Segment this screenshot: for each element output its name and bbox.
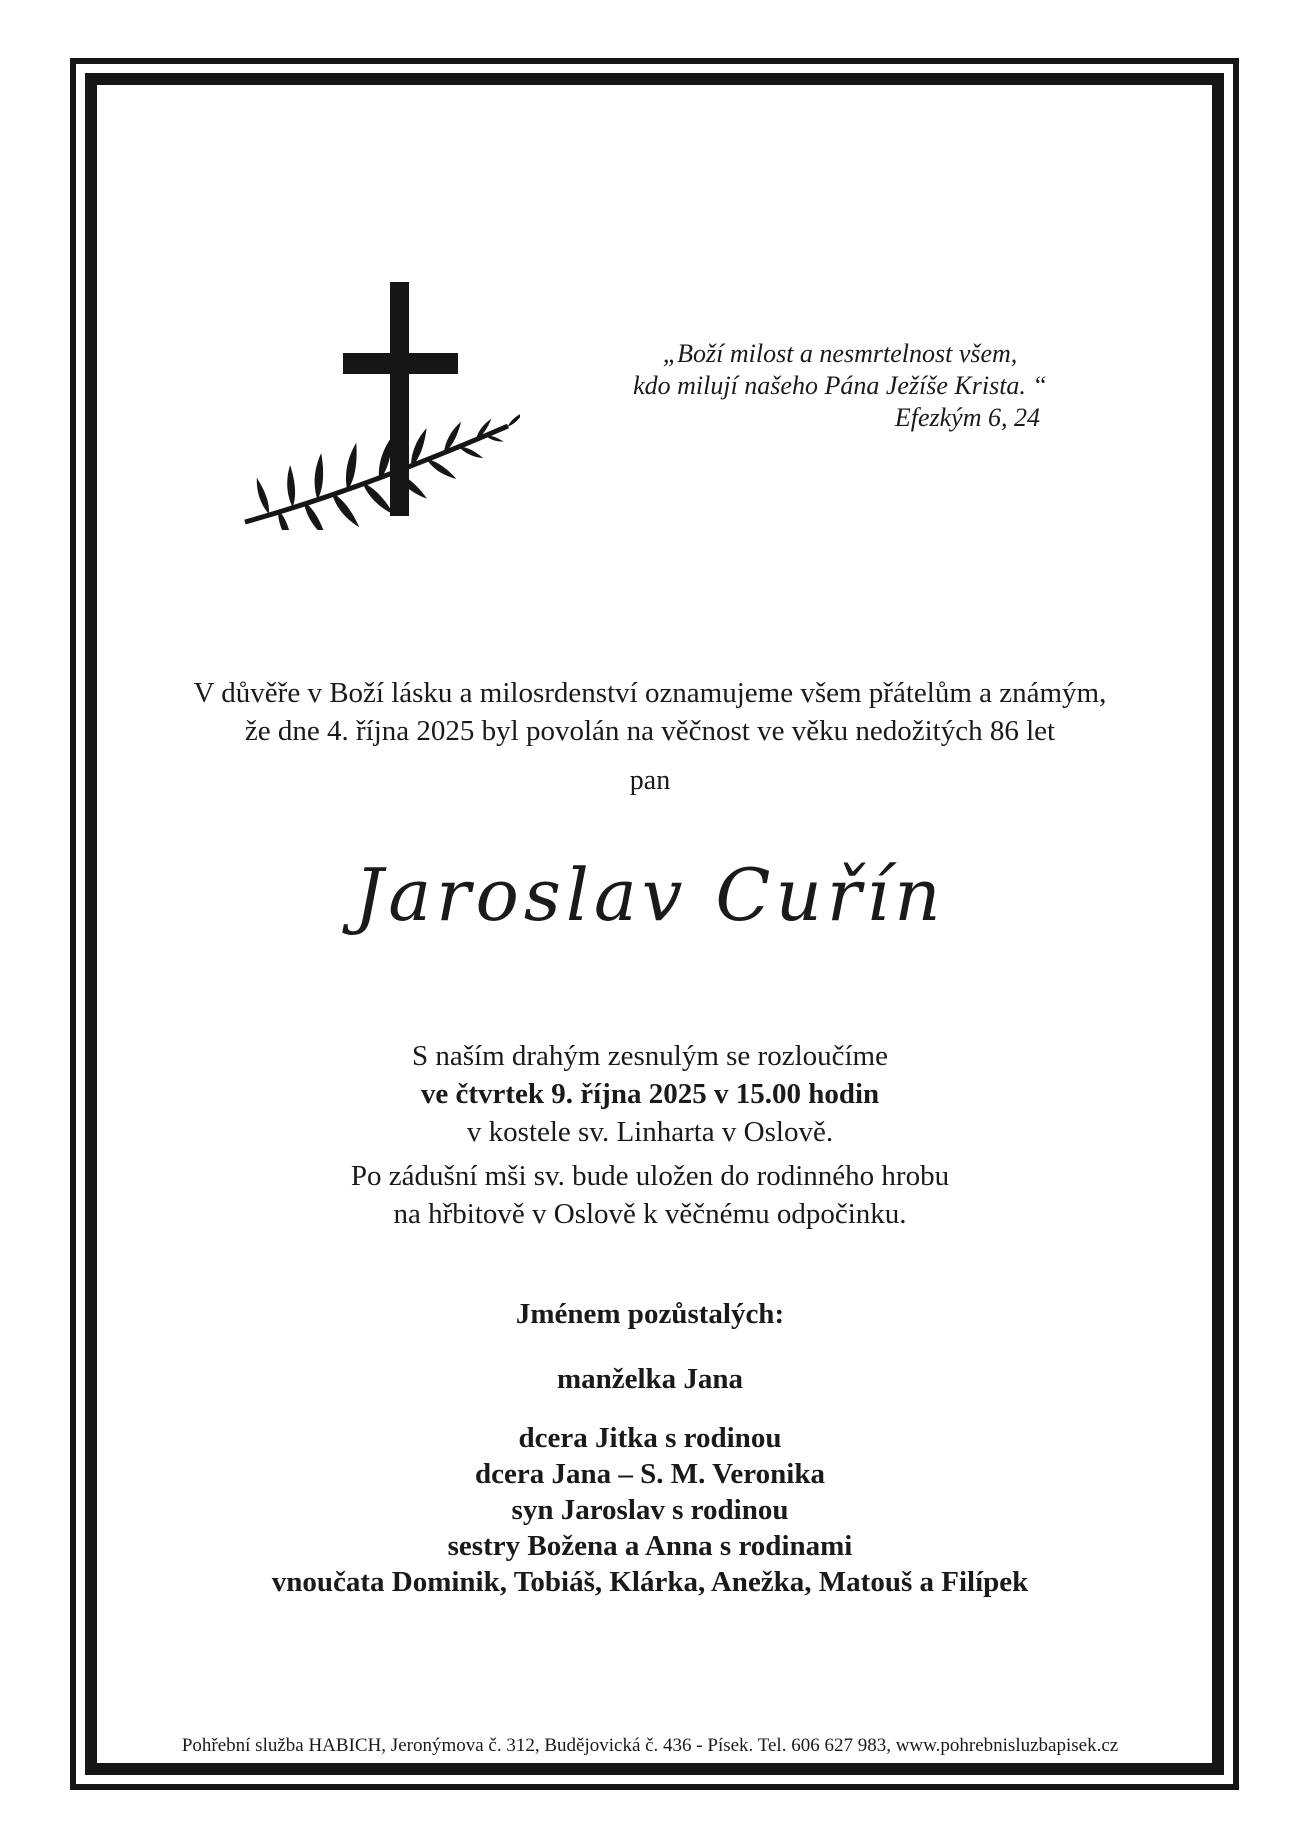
mourner-item: syn Jaroslav s rodinou — [511, 1494, 789, 1526]
mourners-list — [0, 1420, 1300, 1600]
mourner-item: sestry Božena a Anna s rodinami — [447, 1530, 853, 1562]
announcement-line-1: V důvěře v Boží lásku a milosrdenství oznamujeme všem přátelům a známým, — [193, 677, 1107, 709]
burial-line-2: na hřbitově v Oslově k věčnému odpočinku. — [393, 1198, 907, 1230]
burial-line-1: Po zádušní mši sv. bude uložen do rodinného hrobu — [350, 1160, 950, 1192]
cross-and-palm-branch-icon — [220, 230, 520, 530]
quote-line-1: „Boží milost a nesmrtelnost všem, — [662, 339, 1018, 368]
mourner-item: vnoučata Dominik, Tobiáš, Klárka, Anežka, Matouš a Filípek — [271, 1566, 1029, 1598]
farewell-date-time: ve čtvrtek 9. října 2025 v 15.00 hodin — [420, 1078, 880, 1110]
burial-paragraph — [0, 1157, 1300, 1233]
quote-line-2: kdo milují našeho Pána Ježíše Krista. “ — [633, 371, 1047, 400]
announcement-paragraph — [0, 674, 1300, 750]
mourner-item: dcera Jana – S. M. Veronika — [475, 1458, 825, 1490]
funeral-home-footer: Pohřební služba HABICH, Jeronýmova č. 312, Budějovická č. 436 - Písek. Tel. 606 627 983, www.pohrebnisluzbapisek.cz — [181, 1735, 1119, 1756]
deceased-name: Jaroslav Cuřín — [354, 853, 946, 937]
farewell-location: v kostele sv. Linharta v Oslově. — [466, 1116, 834, 1148]
honorific-pan: pan — [629, 765, 671, 796]
farewell-line-1: S naším drahým zesnulým se rozloučíme — [412, 1040, 888, 1072]
mourners-heading: Jménem pozůstalých: — [515, 1298, 785, 1330]
scripture-quote — [630, 338, 1050, 434]
farewell-paragraph — [0, 1037, 1300, 1151]
mourner-wife: manželka Jana — [556, 1363, 744, 1395]
quote-attribution: Efezkým 6, 24 — [894, 403, 1040, 432]
announcement-line-2: že dne 4. října 2025 byl povolán na věčnost ve věku nedožitých 86 let — [244, 715, 1056, 747]
mourner-item: dcera Jitka s rodinou — [518, 1422, 782, 1454]
